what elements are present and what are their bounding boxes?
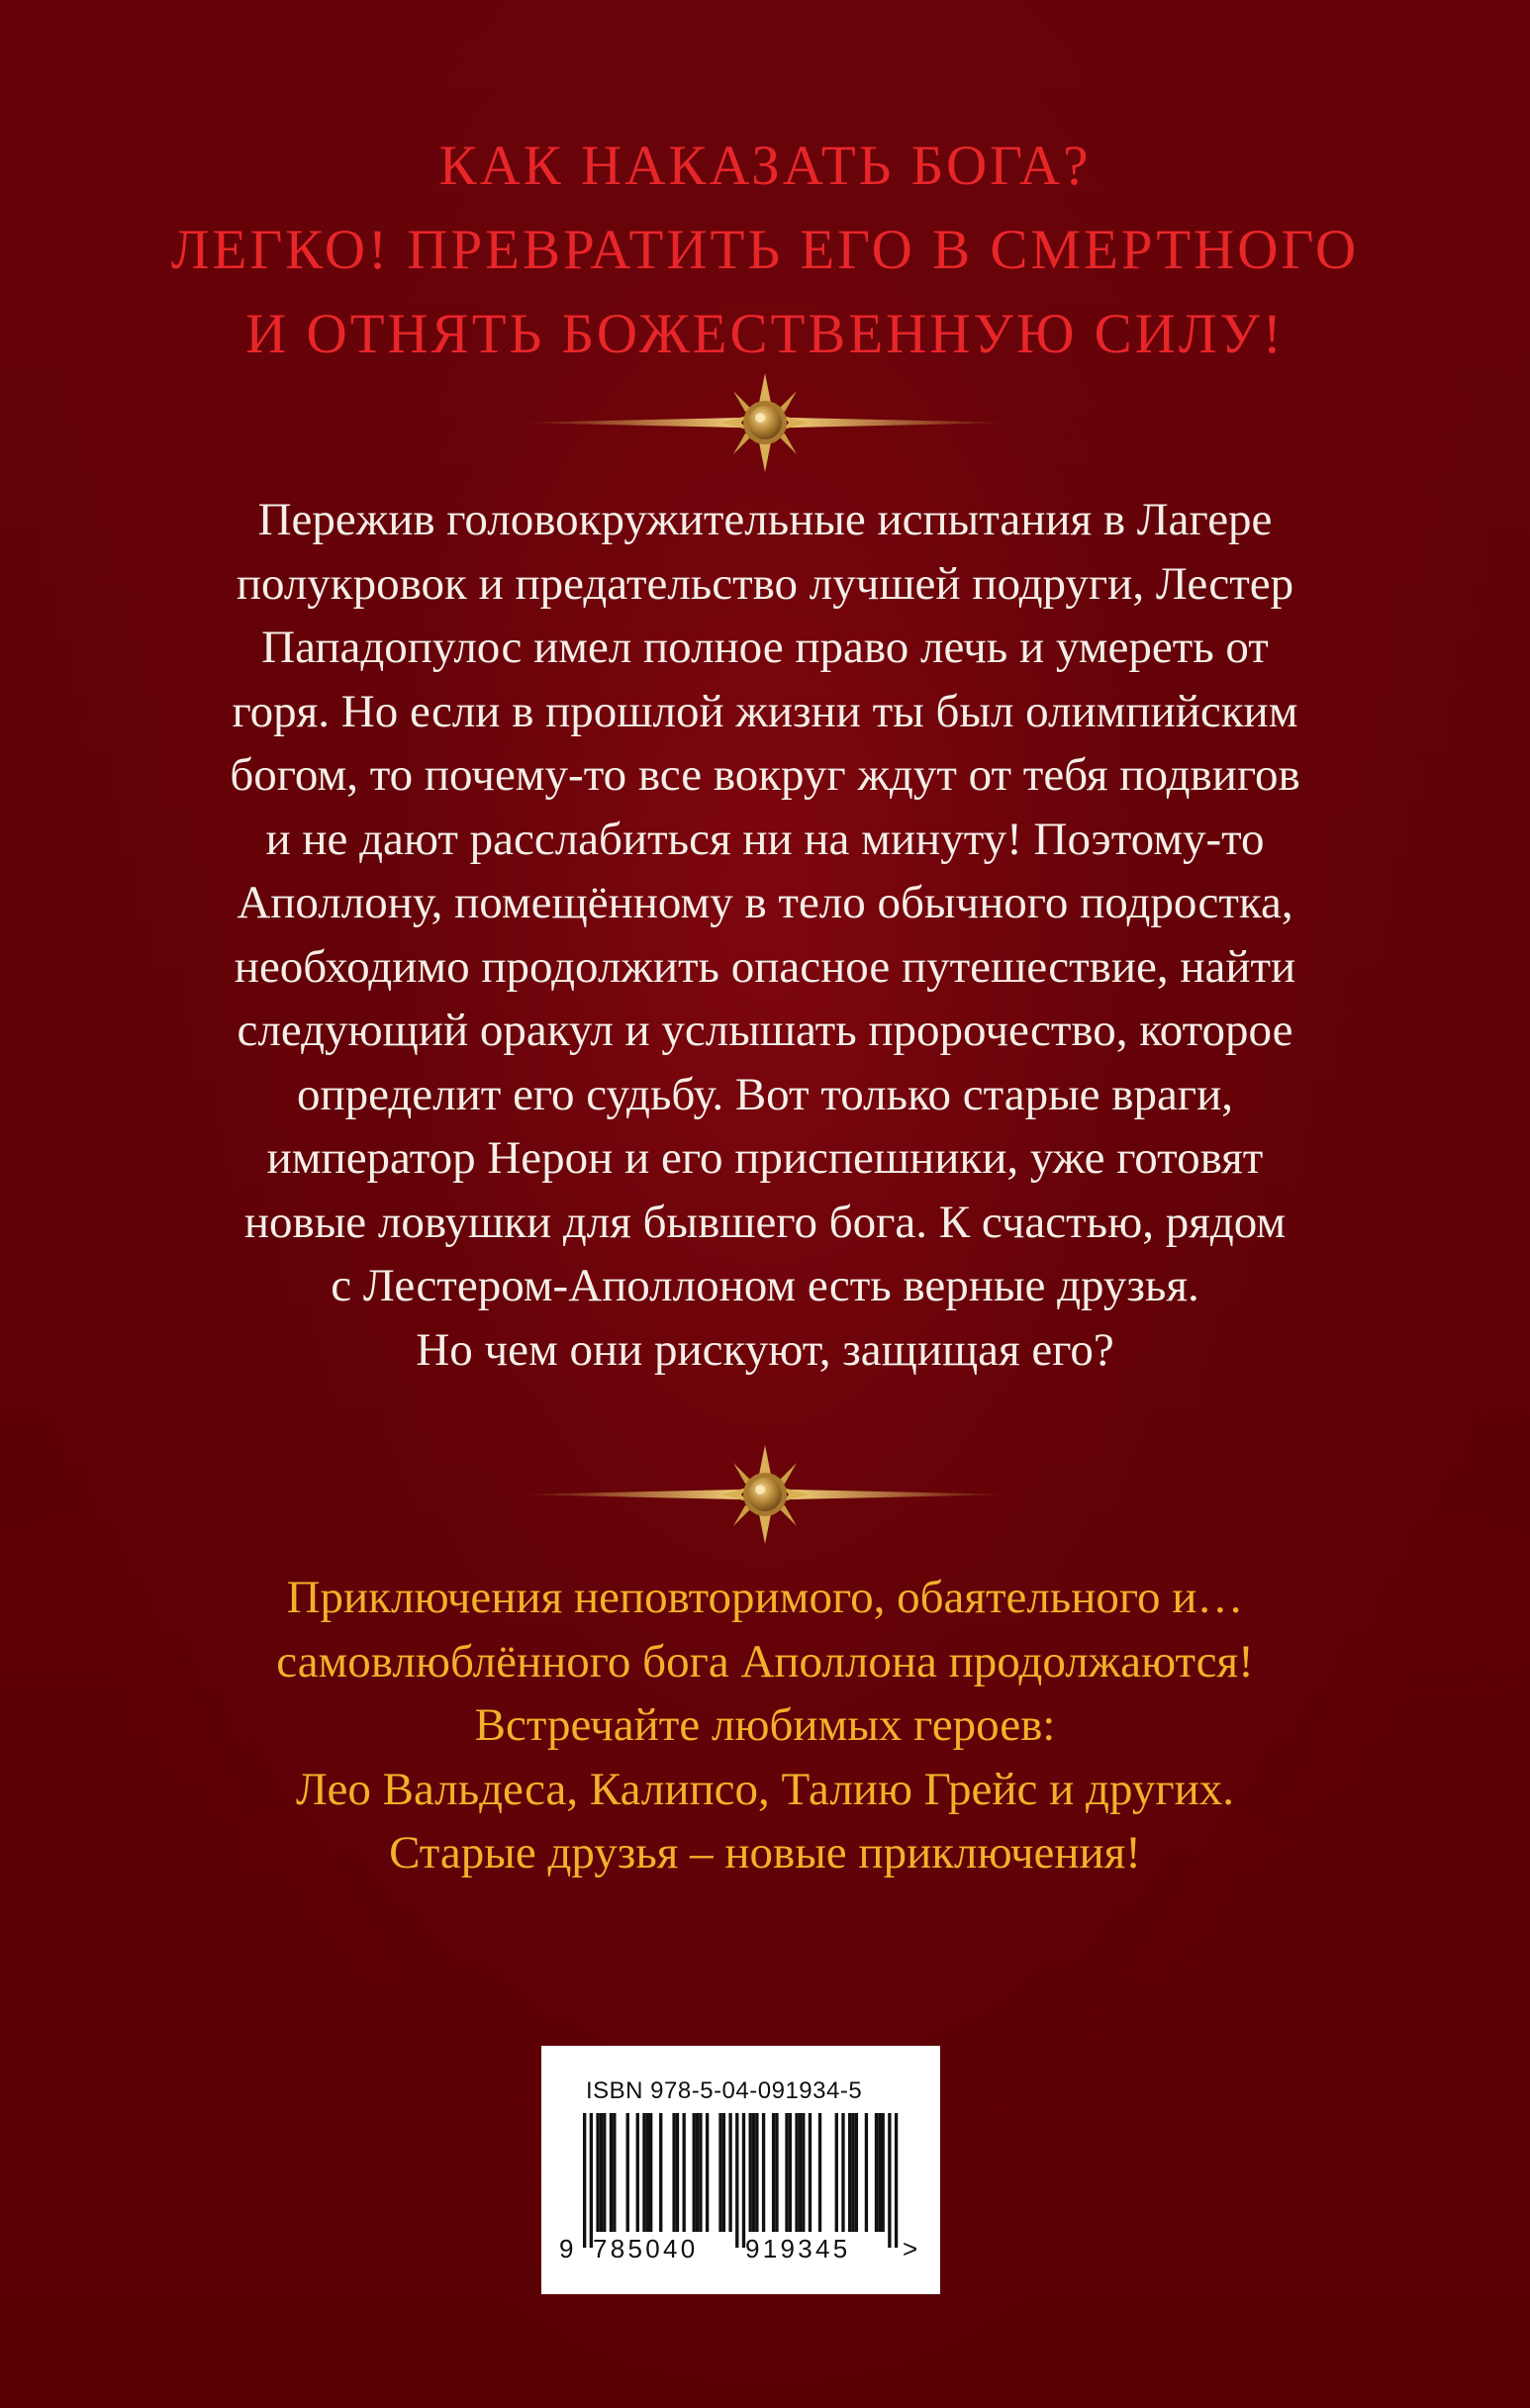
barcode-bar [802,2113,805,2232]
headline-line: ЛЕГКО! ПРЕВРАТИТЬ ЕГО В СМЕРТНОГО [170,219,1360,281]
barcode-bar [851,2113,854,2232]
barcode-digit-right-group: 919345 [745,2234,851,2264]
barcode-bar [696,2113,699,2232]
barcode-digit-left-group: 785040 [593,2234,699,2264]
barcode-bar [722,2113,725,2232]
barcode-bar [636,2113,639,2232]
tagline-line: Приключения неповторимого, обаятельного и… [286,1572,1244,1623]
synopsis-line: и не дают расслабиться ни на минуту! Поэтому-то [265,813,1265,865]
barcode-bar [613,2113,616,2232]
barcode-bar [742,2113,745,2248]
barcode-bar [699,2113,702,2232]
barcode-bar [795,2113,798,2232]
barcode-bar [718,2113,721,2232]
barcode-bar [785,2113,788,2232]
divider-top [518,368,1012,477]
barcode-bar [676,2113,679,2232]
barcode-bar [649,2113,652,2232]
synopsis-line: определит его судьбу. Вот только старые враги, [297,1068,1233,1120]
barcode-bar [590,2113,593,2248]
synopsis-line: Пережив головокружительные испытания в Лагере [257,494,1273,545]
barcode-bar [875,2113,878,2232]
synopsis-line: горя. Но если в прошлой жизни ты был олимпийским [232,685,1298,737]
headline-line: КАК НАКАЗАТЬ БОГА? [438,135,1092,197]
synopsis-line: с Лестером-Аполлоном есть верные друзья. [331,1260,1199,1311]
barcode-digit-lead: 9 [559,2234,574,2264]
barcode-digit-tail: > [903,2234,918,2264]
synopsis-line: полукровок и предательство лучшей подруги, Лестер [236,557,1294,610]
tagline-line: Старые друзья – новые приключения! [389,1827,1141,1878]
synopsis-line: Аполлону, помещённому в тело обычного подростка, [237,877,1293,928]
barcode-bar [610,2113,613,2232]
barcode-bar [878,2113,881,2232]
barcode-bar [841,2113,844,2232]
tagline [99,1566,1431,1885]
barcode-bar [603,2113,606,2232]
synopsis-line: необходимо продолжить опасное путешествие, найти [234,940,1296,993]
barcode-bar [693,2113,696,2232]
barcode-bar [775,2113,778,2232]
barcode-bar [706,2113,709,2232]
synopsis-line: Пападопулос имел полное право лечь и умереть от [261,622,1269,673]
tagline-line: Встречайте любимых героев: [474,1699,1056,1751]
barcode-bar [835,2113,838,2232]
synopsis-line: новые ловушки для бывшего бога. К счастью, рядом [243,1196,1287,1248]
synopsis-line: следующий оракул и услышать пророчество, которое [237,1005,1293,1056]
barcode-bar [583,2113,586,2248]
barcode-bar [762,2113,765,2232]
tagline-line: Лео Вальдеса, Калипсо, Талию Грейс и других. [295,1763,1235,1815]
isbn-label: ISBN 978-5-04-091934-5 [586,2077,863,2104]
barcode-bar [799,2113,802,2232]
headline [0,124,1530,376]
barcode-bar [749,2113,752,2232]
headline-line: И ОТНЯТЬ БОЖЕСТВЕННУЮ СИЛУ! [245,303,1285,365]
barcode-bar [752,2113,755,2232]
barcode-bar [683,2113,686,2232]
barcode-bar [735,2113,738,2248]
barcode-bar [596,2113,599,2232]
barcode-bar [672,2113,675,2232]
barcode-bar [848,2113,851,2232]
barcode-bar [755,2113,758,2232]
barcode-bar [809,2113,812,2232]
barcode-bar [865,2113,868,2232]
synopsis [99,488,1431,1382]
barcode-bar [600,2113,603,2232]
barcode-bar [888,2113,891,2248]
barcode-bar [642,2113,645,2232]
barcode-bar [818,2113,821,2232]
synopsis-line: Но чем они рискуют, защищая его? [416,1323,1114,1376]
synopsis-line: император Нерон и его приспешники, уже готовят [266,1132,1264,1184]
synopsis-line: богом, то почему-то все вокруг ждут от тебя подвигов [230,749,1300,801]
barcode-bar [646,2113,649,2232]
divider-bottom [518,1440,1012,1549]
sun-ornament-icon [518,368,1012,477]
barcode-box [541,2046,940,2294]
barcode-bar [659,2113,662,2232]
barcode-bar [895,2113,898,2248]
tagline-line: самовлюблённого бога Аполлона продолжаются! [276,1635,1254,1687]
barcode-bar [789,2113,792,2232]
barcode-bar [882,2113,885,2232]
sun-ornament-icon [518,1440,1012,1549]
barcode-bar [728,2113,731,2232]
barcode-bar [626,2113,629,2232]
barcode-digits [541,2234,940,2273]
barcode-bar [772,2113,775,2232]
barcode-bar [855,2113,858,2232]
